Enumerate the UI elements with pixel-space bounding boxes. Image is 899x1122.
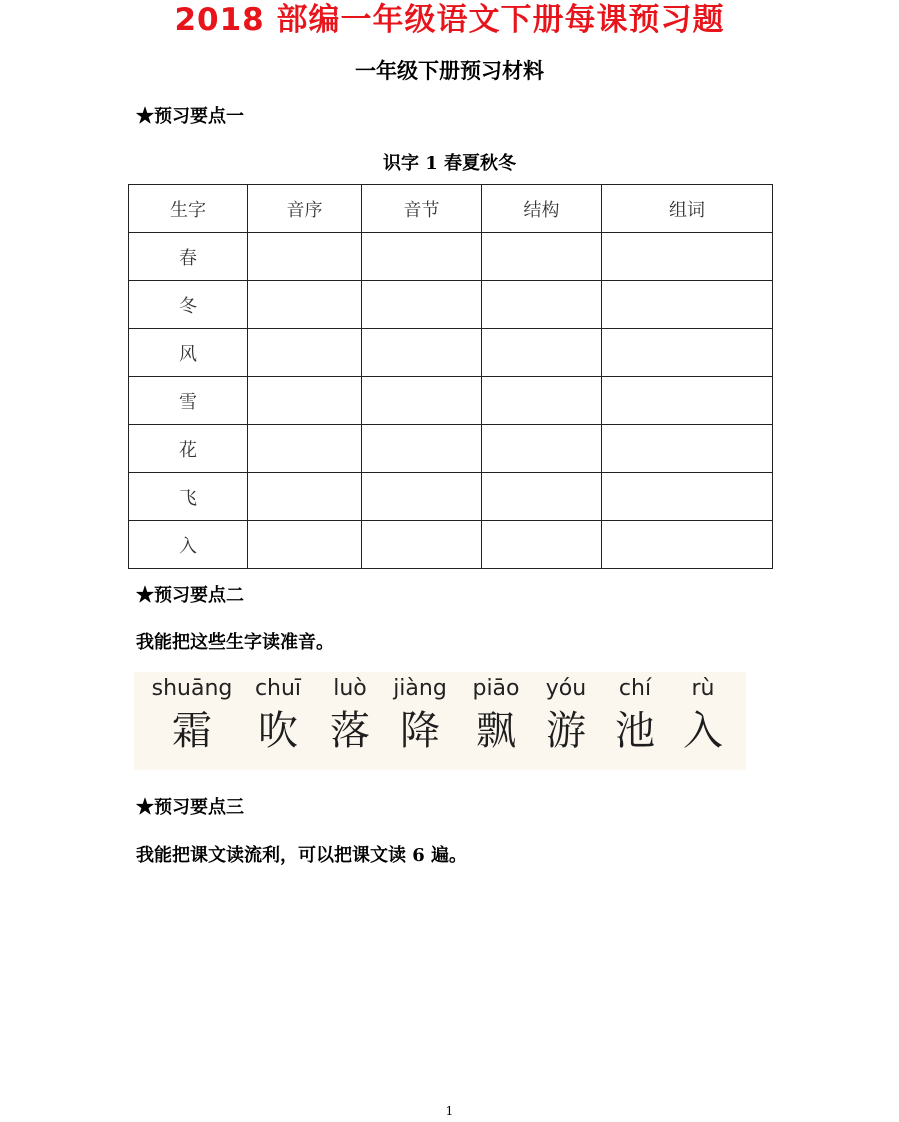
hanzi-character: 霜 [172, 708, 212, 754]
blank-cell[interactable] [602, 377, 773, 425]
table-row [129, 281, 773, 329]
blank-cell[interactable] [602, 281, 773, 329]
character-table [128, 184, 773, 569]
hanzi-character: 入 [683, 708, 723, 754]
document-title: 2018 部编一年级语文下册每课预习题 [174, 2, 725, 38]
hanzi-character: 游 [546, 708, 586, 754]
character-cell: 花 [129, 425, 248, 473]
blank-cell[interactable] [602, 521, 773, 569]
pinyin-label: luò [333, 676, 367, 701]
table-row [129, 233, 773, 281]
blank-cell[interactable] [482, 329, 602, 377]
preview-point-3-heading: ★预习要点三 [136, 797, 244, 818]
preview-point-2-text: 我能把这些生字读准音。 [136, 632, 334, 653]
pinyin-item [240, 672, 316, 756]
character-cell: 飞 [129, 473, 248, 521]
column-header: 音节 [362, 185, 482, 233]
blank-cell[interactable] [248, 473, 362, 521]
document-subtitle: 一年级下册预习材料 [355, 58, 544, 83]
blank-cell[interactable] [482, 473, 602, 521]
pinyin-character-card [134, 672, 746, 770]
pinyin-label: rù [691, 676, 715, 701]
table-row [129, 521, 773, 569]
blank-cell[interactable] [602, 233, 773, 281]
blank-cell[interactable] [482, 377, 602, 425]
hanzi-character: 吹 [258, 708, 298, 754]
blank-cell[interactable] [482, 425, 602, 473]
preview-point-1-heading: ★预习要点一 [136, 106, 244, 127]
blank-cell[interactable] [482, 521, 602, 569]
column-header: 音序 [248, 185, 362, 233]
preview-point-3-text: 我能把课文读流利，可以把课文读 6 遍。 [136, 845, 468, 866]
preview-point-2-heading: ★预习要点二 [136, 585, 244, 606]
pinyin-label: chuī [254, 676, 302, 701]
character-cell: 风 [129, 329, 248, 377]
blank-cell[interactable] [602, 329, 773, 377]
pinyin-item [672, 672, 734, 756]
hanzi-character: 飘 [476, 708, 516, 754]
blank-cell[interactable] [248, 521, 362, 569]
blank-cell[interactable] [362, 425, 482, 473]
blank-cell[interactable] [482, 281, 602, 329]
blank-cell[interactable] [602, 473, 773, 521]
character-cell: 雪 [129, 377, 248, 425]
pinyin-item [604, 672, 666, 756]
table-header-row [129, 185, 773, 233]
blank-cell[interactable] [602, 425, 773, 473]
pinyin-label: chí [618, 676, 652, 701]
blank-cell[interactable] [248, 329, 362, 377]
lesson-title: 识字 1 春夏秋冬 [382, 153, 517, 174]
blank-cell[interactable] [362, 377, 482, 425]
blank-cell[interactable] [362, 233, 482, 281]
character-cell: 冬 [129, 281, 248, 329]
blank-cell[interactable] [362, 329, 482, 377]
table-row [129, 425, 773, 473]
hanzi-character: 落 [330, 708, 370, 754]
pinyin-item [458, 672, 534, 756]
blank-cell[interactable] [248, 377, 362, 425]
table-row [129, 329, 773, 377]
column-header: 结构 [482, 185, 602, 233]
blank-cell[interactable] [248, 425, 362, 473]
pinyin-item [316, 672, 384, 756]
pinyin-label: shuāng [151, 676, 233, 701]
pinyin-item [146, 672, 238, 756]
column-header: 生字 [129, 185, 248, 233]
blank-cell[interactable] [362, 281, 482, 329]
blank-cell[interactable] [362, 473, 482, 521]
page-number: 1 [445, 1104, 454, 1118]
table-row [129, 473, 773, 521]
pinyin-item [380, 672, 460, 756]
column-header: 组词 [602, 185, 773, 233]
pinyin-label: jiàng [393, 676, 447, 701]
pinyin-label: piāo [472, 676, 520, 701]
pinyin-label: yóu [545, 676, 587, 701]
character-cell: 入 [129, 521, 248, 569]
hanzi-character: 池 [615, 708, 655, 754]
blank-cell[interactable] [248, 233, 362, 281]
hanzi-character: 降 [400, 708, 440, 754]
table-row [129, 377, 773, 425]
blank-cell[interactable] [482, 233, 602, 281]
blank-cell[interactable] [248, 281, 362, 329]
pinyin-item [532, 672, 600, 756]
character-cell: 春 [129, 233, 248, 281]
blank-cell[interactable] [362, 521, 482, 569]
